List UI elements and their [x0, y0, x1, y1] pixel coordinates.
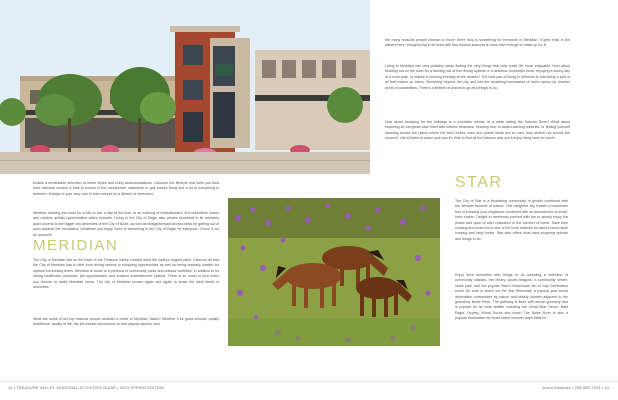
footer-divider: [0, 381, 618, 382]
left-page-footer: 12 | TREASURE VALLEY SEASONAL ACTIVITIES GUIDE | 2023 SPRING EDITION: [8, 386, 165, 390]
meridian-continued-paragraph-2: Living in Meridian can very possibly mean finding the very things that help make life more enjoyable. How about heading out on the town for a sizzling mix of fine dining options or a delicious homestyle meal, enjoying a sunny day at a local park, or maybe a relaxing evening at the movies? The best part of living in Meridian is that being a part of all that makes up Idaho. Stretching beyond the city and into the sprawling boundaries of Idaho opens up another world of possibilities. There's a lifetime of places to go and things to do.: [385, 64, 570, 90]
meridian-paragraph-2: What are some of the top reasons people consider a move to Meridian, Idaho? Whether it be good schools, quality healthcare, quality of life, the job market and access to well-paying careers, and: [33, 317, 219, 327]
meridian-paragraph-1: The City of Meridian sits as the heart of the Treasure Valley, nestled amid the valley's largest cities. Discover all that the City of Meridian has to offer from dining options to shopping opportunities as well as being centrally located for optimal commuting times. Meridian is home to a plethora of community parks and outdoor activities, in addition to its strong healthcare presence, job opportunities, and endless entertainment options. There is so much to love when you choose to make Meridian home. The city of Meridian proves again and again to boast the ideal blend of amenities.: [33, 258, 219, 290]
meridian-continued-paragraph-3: How about escaping for the holidays to a mountain retreat, or a week rafting the Salmon River? What about exploring an old ghost town filled with historic treasures, heading over to award-winning wineries, or finding yourself traveling across the plains where the wild horses roam and prairie lands are so vast, they stretch out across the horizon? Life is better in Idaho and now it's time to find all the reasons why you'll enjoy living here so much!: [385, 120, 570, 141]
horses-photo: [228, 198, 440, 346]
star-paragraph-1: The City of Star is a flourishing community of growth combined with the delicate balance of nature. This delightful city boasts a hometown feel of knowing your neighbors combined with an atmosphere of small-town charm. Delight in weekends packed with fun or simply enjoy the peace and quiet of utter relaxation in the comfort of home. Save time cooking and head out to one of the local eateries for savory home-style cooking and tasty treats. Star also offers local area shopping options and things to do.: [455, 199, 568, 241]
meridian-heading: MERIDIAN: [33, 237, 119, 254]
intro-paragraph-1: boasts a remarkable selection of home styles and living accommodations. Discover the lifestyle that suits you best from riverside condos & flats to homes in the countryside, waterside or golf course living and a lot of everything in between. Escape to your very own in town retreat for a lifetime of memories.: [33, 181, 219, 196]
street-scene-illustration: [0, 0, 370, 174]
meridian-continued-paragraph-1: the many reasons people choose to move, there truly is something for everyone in Meridian. It gets brisk in the winters here, though living in an area with four distinct seasons is more than enough to make up for it!: [385, 38, 570, 48]
street-photo: [0, 0, 370, 174]
horses-meadow-illustration: [228, 198, 440, 346]
right-page-footer: Justin Edwards • 208-989-7074 | 13: [542, 386, 609, 390]
star-heading: STAR: [455, 174, 503, 191]
intro-paragraph-2: Whether heading into town for a bite to eat, a day at the river, or an evening of entertainment, find boundless indoor and outdoor activity opportunities within minutes. Living in the City of Eagle also proves beneficial in its relatively quick access to the bigger city amenities of the City of Boise, as well as straightforward access ideal for getting out of town towards the mountains. Whatever you enjoy, there is something in the City of Eagle for everyone. Check it out for yourself!: [33, 211, 219, 237]
star-paragraph-2: Enjoy area amenities with things to do including a selection of community classes, the library, sports leagues, a community center, skate park, and the popular Star's Homemade 4th of July Celebration event. Be sure to check out the Star Riverwalk, a popular year-round destination surrounded by nature and ideally located adjacent to the gracefully Boise River. The pathway is lined with dense greenery and is popular for its wide wildlife including the Great Blue Heron, Bald Eagle, Osprey, Wood Ducks and more! The Boise River is also a popular destination for those warm summer days ideal for: [455, 273, 568, 321]
